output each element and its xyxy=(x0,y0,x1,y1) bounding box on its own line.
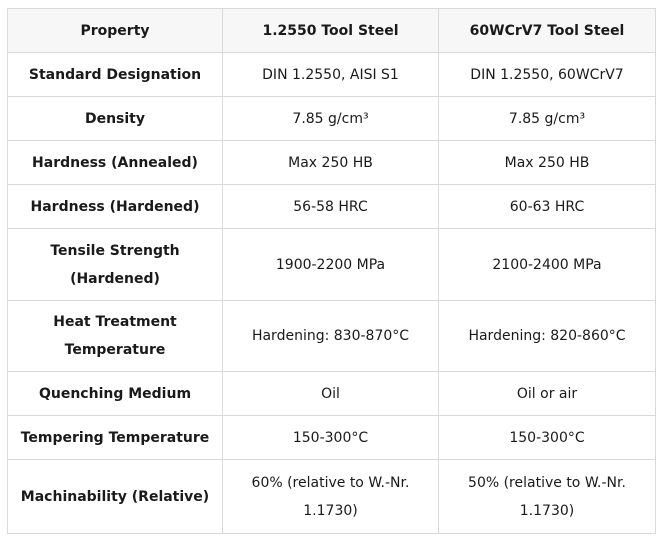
row-value-1-2550: 150-300°C xyxy=(223,416,439,460)
table-row xyxy=(8,301,656,372)
header-60wcrv7: 60WCrV7 Tool Steel xyxy=(439,9,656,53)
row-value-1-2550: Hardening: 830-870°C xyxy=(223,301,439,372)
row-property-label: Machinability (Relative) xyxy=(8,460,223,534)
table-row xyxy=(8,460,656,534)
row-value-60wcrv7: Max 250 HB xyxy=(439,141,656,185)
table-row xyxy=(8,229,656,301)
row-value-60wcrv7: Oil or air xyxy=(439,372,656,416)
table-header-row xyxy=(8,9,656,53)
row-property-label: Heat Treatment Temperature xyxy=(8,301,223,372)
table-row xyxy=(8,141,656,185)
row-value-1-2550: 1900-2200 MPa xyxy=(223,229,439,301)
row-property-label: Standard Designation xyxy=(8,53,223,97)
row-property-label: Density xyxy=(8,97,223,141)
row-value-1-2550: 56-58 HRC xyxy=(223,185,439,229)
table-row xyxy=(8,97,656,141)
row-value-1-2550: Oil xyxy=(223,372,439,416)
table-row xyxy=(8,416,656,460)
row-property-label: Hardness (Hardened) xyxy=(8,185,223,229)
table-row xyxy=(8,53,656,97)
row-value-60wcrv7: 150-300°C xyxy=(439,416,656,460)
row-property-label: Hardness (Annealed) xyxy=(8,141,223,185)
row-value-60wcrv7: 60-63 HRC xyxy=(439,185,656,229)
row-value-60wcrv7: 2100-2400 MPa xyxy=(439,229,656,301)
table-row xyxy=(8,372,656,416)
row-value-1-2550: 7.85 g/cm³ xyxy=(223,97,439,141)
row-value-60wcrv7: 7.85 g/cm³ xyxy=(439,97,656,141)
row-property-label: Quenching Medium xyxy=(8,372,223,416)
comparison-table-container xyxy=(7,8,656,534)
header-1-2550: 1.2550 Tool Steel xyxy=(223,9,439,53)
row-value-1-2550: 60% (relative to W.-Nr. 1.1730) xyxy=(223,460,439,534)
row-value-60wcrv7: 50% (relative to W.-Nr. 1.1730) xyxy=(439,460,656,534)
row-property-label: Tempering Temperature xyxy=(8,416,223,460)
row-value-1-2550: DIN 1.2550, AISI S1 xyxy=(223,53,439,97)
row-value-60wcrv7: Hardening: 820-860°C xyxy=(439,301,656,372)
row-value-60wcrv7: DIN 1.2550, 60WCrV7 xyxy=(439,53,656,97)
header-property: Property xyxy=(8,9,223,53)
comparison-table xyxy=(7,8,656,534)
row-property-label: Tensile Strength (Hardened) xyxy=(8,229,223,301)
table-row xyxy=(8,185,656,229)
row-value-1-2550: Max 250 HB xyxy=(223,141,439,185)
